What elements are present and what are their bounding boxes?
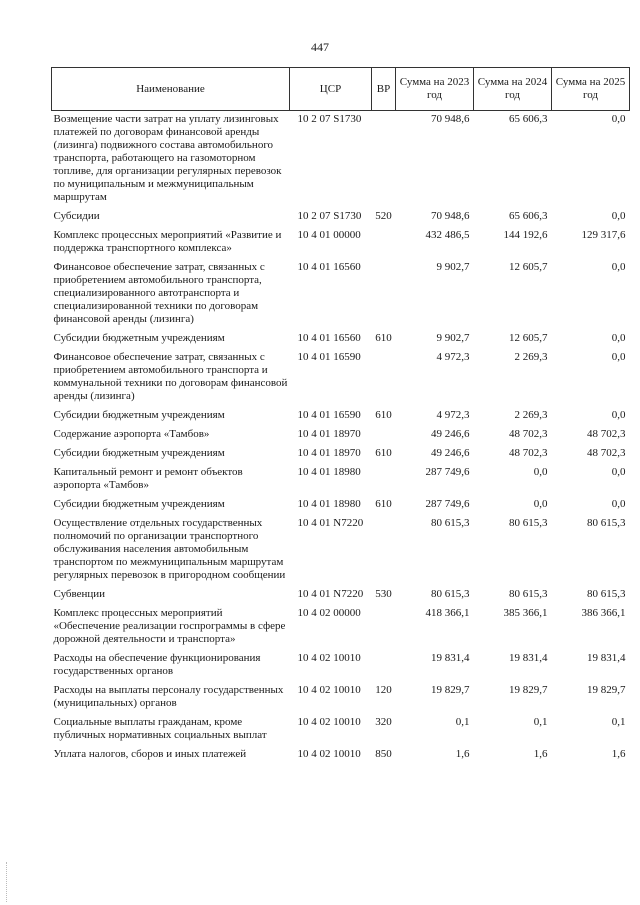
cell-vr: 850 [375, 748, 392, 760]
cell-csr: 10 4 02 10010 [297, 684, 361, 696]
cell-sum-2024: 12 605,7 [509, 261, 548, 273]
cell-sum-2024: 48 702,3 [509, 428, 548, 440]
cell-vr: 610 [375, 498, 392, 510]
table-row [52, 330, 630, 349]
cell-name: Содержание аэропорта «Тамбов» [53, 428, 210, 440]
cell-sum-2025: 80 615,3 [587, 588, 626, 600]
cell-vr: 610 [375, 447, 392, 459]
cell-vr [372, 426, 396, 445]
cell-name: Финансовое обеспечение затрат, связанных с приобретением автомобильного транспорта и коммунальной техники по договорам финансовой аренды (лизинга) [53, 351, 288, 402]
cell-name: Осуществление отдельных государственных полномочий по организации транспортного обслуживания населения автомобильным транспортом по межмуниципальным маршрутам регулярных перевозок в пригородном сообщении [53, 517, 286, 581]
header-vr: ВР [372, 68, 396, 111]
cell-sum-2023: 19 831,4 [431, 652, 470, 664]
cell-csr: 10 2 07 S1730 [297, 210, 362, 222]
cell-vr: 520 [375, 210, 392, 222]
table-row [52, 650, 630, 682]
cell-name: Комплекс процессных мероприятий «Обеспечение реализации госпрограммы в сфере дорожной деятельности и транспорта» [53, 607, 286, 645]
cell-csr: 10 4 01 18980 [297, 466, 361, 478]
table-row [52, 227, 630, 259]
table-row [52, 605, 630, 650]
cell-sum-2023: 287 749,6 [425, 466, 470, 478]
cell-sum-2025: 0,0 [611, 210, 626, 222]
cell-sum-2025: 19 829,7 [587, 684, 626, 696]
cell-sum-2025: 0,0 [611, 332, 626, 344]
cell-csr: 10 4 01 N7220 [297, 588, 364, 600]
table-row [52, 111, 630, 209]
cell-vr [372, 605, 396, 650]
table-row [52, 464, 630, 496]
table-row [52, 496, 630, 515]
cell-name: Субсидии бюджетным учреждениям [53, 498, 225, 510]
margin-dots [6, 862, 9, 902]
cell-sum-2023: 0,1 [455, 716, 470, 728]
cell-name: Социальные выплаты гражданам, кроме публичных нормативных социальных выплат [53, 716, 267, 741]
cell-vr [372, 464, 396, 496]
cell-csr: 10 4 01 18980 [297, 498, 361, 510]
page-number: 447 [311, 40, 329, 54]
cell-sum-2024: 12 605,7 [509, 332, 548, 344]
cell-sum-2023: 418 366,1 [425, 607, 470, 619]
cell-sum-2023: 1,6 [455, 748, 470, 760]
cell-sum-2023: 9 902,7 [436, 261, 470, 273]
cell-vr [372, 650, 396, 682]
budget-table [51, 67, 630, 765]
table-row [52, 426, 630, 445]
cell-csr: 10 4 01 16560 [297, 261, 361, 273]
table-row [52, 682, 630, 714]
cell-name: Капитальный ремонт и ремонт объектов аэропорта «Тамбов» [53, 466, 243, 491]
table-row [52, 208, 630, 227]
cell-sum-2025: 80 615,3 [587, 517, 626, 529]
header-sum-2025: Сумма на 2025 год [552, 68, 630, 111]
cell-sum-2023: 432 486,5 [425, 229, 470, 241]
cell-csr: 10 4 02 00000 [297, 607, 361, 619]
cell-csr: 10 4 02 10010 [297, 652, 361, 664]
cell-name: Возмещение части затрат на уплату лизинговых платежей по договорам финансовой аренды (лизинга) подвижного состава автомобильного транспорта, работающего на газомоторном топливе, для организации регулярных перевозок по муниципальным и межмуниципальным маршрутам [53, 113, 282, 203]
cell-name: Субвенции [53, 588, 106, 600]
cell-sum-2023: 287 749,6 [425, 498, 470, 510]
cell-name: Субсидии бюджетным учреждениям [53, 409, 225, 421]
header-csr: ЦСР [290, 68, 372, 111]
header-name: Наименование [52, 68, 290, 111]
cell-csr: 10 4 01 N7220 [297, 517, 364, 529]
table-row [52, 259, 630, 330]
cell-csr: 10 4 02 10010 [297, 748, 361, 760]
cell-sum-2023: 4 972,3 [436, 409, 470, 421]
cell-name: Субсидии бюджетным учреждениям [53, 447, 225, 459]
cell-sum-2023: 9 902,7 [436, 332, 470, 344]
cell-name: Расходы на выплаты персоналу государственных (муниципальных) органов [53, 684, 284, 709]
cell-name: Расходы на обеспечение функционирования государственных органов [53, 652, 261, 677]
cell-sum-2023: 49 246,6 [431, 447, 470, 459]
cell-sum-2025: 0,1 [611, 716, 626, 728]
cell-sum-2025: 0,0 [611, 113, 626, 125]
cell-sum-2025: 386 366,1 [581, 607, 626, 619]
cell-sum-2023: 4 972,3 [436, 351, 470, 363]
cell-sum-2025: 129 317,6 [581, 229, 626, 241]
cell-sum-2025: 48 702,3 [587, 428, 626, 440]
table-row [52, 349, 630, 407]
cell-sum-2023: 19 829,7 [431, 684, 470, 696]
cell-csr: 10 4 01 16560 [297, 332, 361, 344]
cell-sum-2024: 0,0 [533, 498, 548, 510]
header-sum-2024: Сумма на 2024 год [474, 68, 552, 111]
cell-csr: 10 4 02 10010 [297, 716, 361, 728]
cell-name: Уплата налогов, сборов и иных платежей [53, 748, 247, 760]
cell-sum-2025: 0,0 [611, 498, 626, 510]
cell-vr: 530 [375, 588, 392, 600]
cell-csr: 10 4 01 16590 [297, 409, 361, 421]
cell-sum-2023: 80 615,3 [431, 517, 470, 529]
cell-sum-2024: 80 615,3 [509, 517, 548, 529]
cell-name: Комплекс процессных мероприятий «Развитие и поддержка транспортного комплекса» [53, 229, 282, 254]
cell-vr: 610 [375, 409, 392, 421]
cell-sum-2024: 2 269,3 [514, 351, 548, 363]
cell-sum-2024: 80 615,3 [509, 588, 548, 600]
cell-sum-2025: 0,0 [611, 261, 626, 273]
cell-vr: 610 [375, 332, 392, 344]
cell-vr [372, 227, 396, 259]
table-row [52, 515, 630, 586]
cell-sum-2024: 65 606,3 [509, 210, 548, 222]
cell-sum-2024: 19 831,4 [509, 652, 548, 664]
table-row [52, 407, 630, 426]
cell-sum-2024: 385 366,1 [503, 607, 548, 619]
cell-csr: 10 4 01 18970 [297, 447, 361, 459]
cell-sum-2023: 49 246,6 [431, 428, 470, 440]
cell-csr: 10 2 07 S1730 [297, 113, 362, 125]
cell-sum-2023: 70 948,6 [431, 113, 470, 125]
cell-vr [372, 111, 396, 209]
table-row [52, 714, 630, 746]
table-body [52, 111, 630, 766]
cell-vr [372, 349, 396, 407]
table-row [52, 445, 630, 464]
cell-sum-2024: 48 702,3 [509, 447, 548, 459]
table-header-row [52, 68, 630, 111]
cell-sum-2024: 19 829,7 [509, 684, 548, 696]
table-row [52, 586, 630, 605]
cell-sum-2024: 0,1 [533, 716, 548, 728]
cell-sum-2025: 19 831,4 [587, 652, 626, 664]
cell-sum-2023: 70 948,6 [431, 210, 470, 222]
cell-name: Финансовое обеспечение затрат, связанных с приобретением автомобильного транспорта, специализированного автотранспорта и специализированной техники по договорам финансовой аренды (лизинга) [53, 261, 265, 325]
cell-sum-2024: 144 192,6 [503, 229, 548, 241]
cell-sum-2024: 65 606,3 [509, 113, 548, 125]
cell-csr: 10 4 01 00000 [297, 229, 361, 241]
header-sum-2023: Сумма на 2023 год [396, 68, 474, 111]
cell-name: Субсидии бюджетным учреждениям [53, 332, 225, 344]
cell-csr: 10 4 01 18970 [297, 428, 361, 440]
cell-sum-2023: 80 615,3 [431, 588, 470, 600]
cell-sum-2024: 1,6 [533, 748, 548, 760]
cell-csr: 10 4 01 16590 [297, 351, 361, 363]
cell-sum-2025: 0,0 [611, 466, 626, 478]
cell-vr: 120 [375, 684, 392, 696]
cell-name: Субсидии [53, 210, 100, 222]
cell-sum-2025: 48 702,3 [587, 447, 626, 459]
cell-sum-2025: 0,0 [611, 351, 626, 363]
cell-vr: 320 [375, 716, 392, 728]
cell-vr [372, 259, 396, 330]
cell-sum-2025: 1,6 [611, 748, 626, 760]
cell-sum-2024: 2 269,3 [514, 409, 548, 421]
table-row [52, 746, 630, 765]
cell-sum-2025: 0,0 [611, 409, 626, 421]
cell-sum-2024: 0,0 [533, 466, 548, 478]
cell-vr [372, 515, 396, 586]
